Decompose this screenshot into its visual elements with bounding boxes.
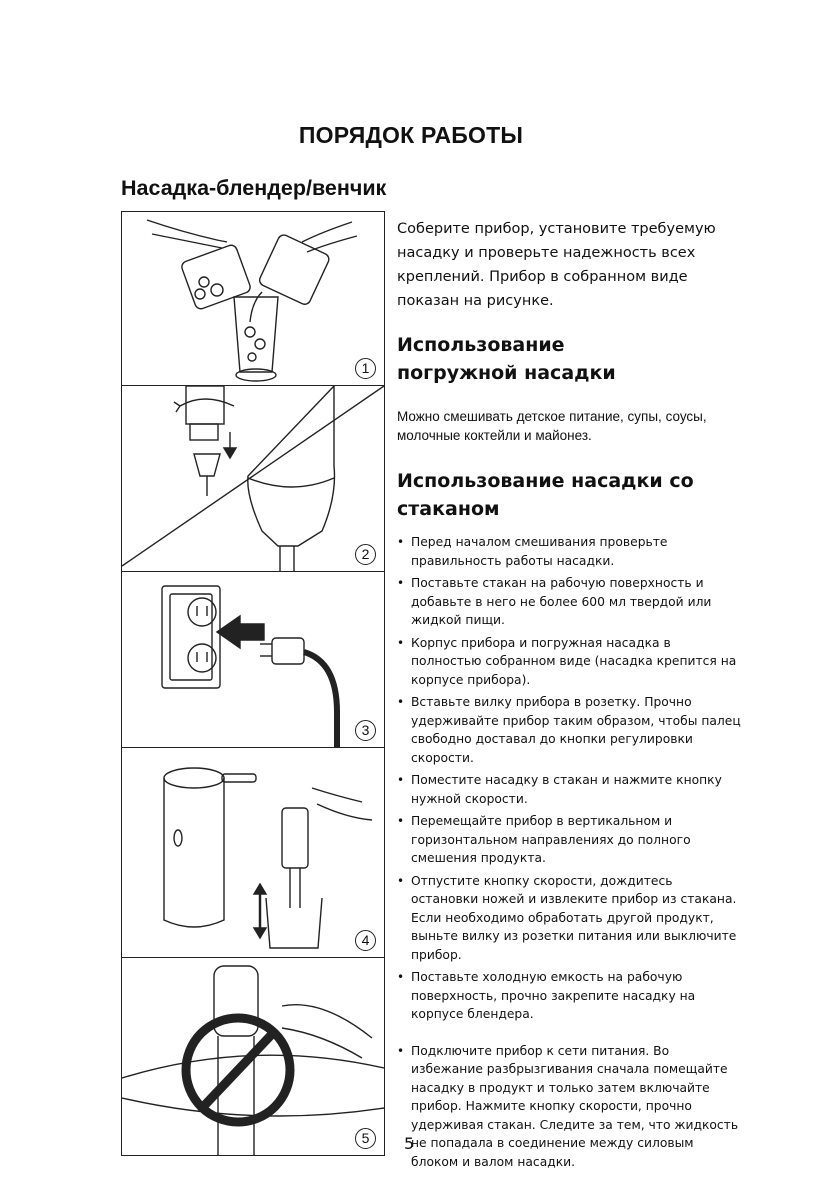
figure-2 <box>122 386 384 572</box>
figure-5 <box>122 958 384 1155</box>
figure-4 <box>122 748 384 958</box>
list-item: • Перемещайте прибор в вертикальном и горизонтальном направлениях до полного смешения продукта. <box>397 812 742 868</box>
list-item: • Поставьте стакан на рабочую поверхность и добавьте в него не более 600 мл твердой или жидкой пищи. <box>397 574 742 630</box>
figure-3 <box>122 572 384 748</box>
page-title: ПОРЯДОК РАБОТЫ <box>298 122 524 148</box>
connect-steps-list <box>397 1042 742 1172</box>
cup-steps-list <box>397 533 742 1024</box>
immersion-text: Можно смешивать детское питание, супы, соусы, молочные коктейли и майонез. <box>397 409 707 443</box>
list-item: • Поместите насадку в стакан и нажмите кнопку нужной скорости. <box>397 771 742 808</box>
list-item: • Вставьте вилку прибора в розетку. Прочно удерживайте прибор таким образом, чтобы палец свободно доставал до кнопки регулировки скорости. <box>397 693 742 767</box>
page-number: 5 <box>404 1134 415 1153</box>
section-subtitle: Насадка-блендер/венчик <box>121 176 387 200</box>
plug-into-outlet-icon <box>122 572 384 748</box>
heading-cup-line2: стаканом <box>397 498 500 520</box>
figure-number: 2 <box>355 544 376 565</box>
heading-immersion-line2: погружной насадки <box>397 362 616 384</box>
heading-cup-line1: Использование насадки со <box>397 470 694 492</box>
intro-paragraph: Соберите прибор, установите требуемую насадку и проверьте надежность всех креплений. Прибор в собранном виде показан на рисунке. <box>397 221 716 309</box>
instructions-column <box>397 217 742 1175</box>
figure-1 <box>122 212 384 386</box>
blending-in-cup-icon <box>122 748 384 958</box>
figure-number: 3 <box>355 720 376 741</box>
pouring-into-beaker-icon <box>122 212 384 386</box>
figure-number: 1 <box>355 358 376 379</box>
list-item: • Корпус прибора и погружная насадка в полностью собранном виде (насадка крепится на корпусе прибора). <box>397 634 742 690</box>
figure-number: 5 <box>355 1128 376 1149</box>
list-item: • Отпустите кнопку скорости, дождитесь остановки ножей и извлеките прибор из стакана. Если необходимо обработать другой продукт, выньте вилку из розетки питания или выключите прибор. <box>397 872 742 965</box>
list-item: • Подключите прибор к сети питания. Во избежание разбрызгивания сначала помещайте насадку в продукт и только затем включайте прибор. Нажмите кнопку скорости, прочно удерживая стакан. Следите за тем, что жидкость не попадала в соединение между силовым блоком и валом насадки. <box>397 1042 742 1172</box>
list-item: • Поставьте холодную емкость на рабочую поверхность, прочно закрепите насадку на корпусе блендера. <box>397 968 742 1024</box>
illustration-column <box>121 211 385 1156</box>
figure-number: 4 <box>355 930 376 951</box>
prohibited-blender-in-pot-icon <box>122 958 384 1155</box>
list-item: • Перед началом смешивания проверьте правильность работы насадки. <box>397 533 742 570</box>
attach-blender-shaft-icon <box>122 386 384 572</box>
heading-immersion-line1: Использование <box>397 334 565 356</box>
